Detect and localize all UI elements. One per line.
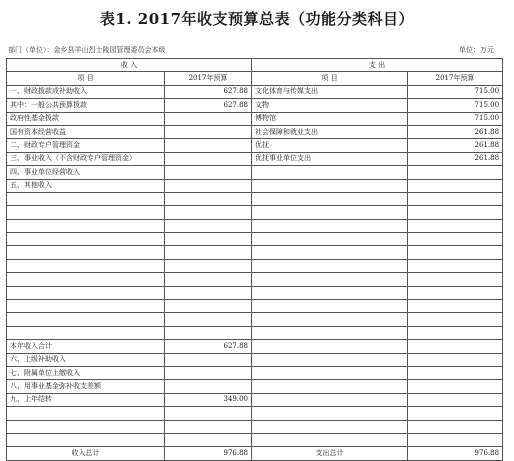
expense-item-cell [252, 420, 408, 433]
table-row [7, 179, 503, 192]
income-item-cell [7, 233, 165, 246]
income-value-cell [165, 112, 252, 125]
income-value-cell [165, 233, 252, 246]
expense-value-cell: 715.00 [408, 99, 503, 112]
table-row [7, 273, 503, 286]
income-item-cell: 五、其他收入 [7, 179, 165, 192]
income-value-cell [165, 300, 252, 313]
income-section-header: 收 入 [7, 59, 252, 72]
income-value-cell [165, 366, 252, 379]
table-row [7, 206, 503, 219]
budget-table [6, 58, 503, 461]
table-row [7, 447, 503, 460]
expense-item-cell [252, 192, 408, 205]
table-row [7, 286, 503, 299]
expense-section-header: 支 出 [252, 59, 503, 72]
expense-item-cell [252, 246, 408, 259]
expense-value-cell: 261.88 [408, 152, 503, 165]
expense-value-cell [408, 353, 503, 366]
expense-value-cell [408, 233, 503, 246]
page-title: 表1. 2017年收支预算总表（功能分类科目） [99, 10, 415, 28]
table-row [7, 420, 503, 433]
income-item-cell [7, 433, 165, 446]
expense-item-cell [252, 393, 408, 406]
table-row [7, 407, 503, 420]
expense-value-cell [408, 192, 503, 205]
income-item-cell: 八、用事业基金弥补收支差额 [7, 380, 165, 393]
income-budget-header: 2017年预算 [165, 72, 252, 85]
table-row [7, 139, 503, 152]
table-row [7, 433, 503, 446]
expense-value-cell [408, 166, 503, 179]
income-item-cell: 一、财政拨款或补助收入 [7, 85, 165, 98]
expense-item-cell [252, 273, 408, 286]
income-item-cell: 二、财政专户管理资金 [7, 139, 165, 152]
expense-item-cell: 支出总计 [252, 447, 408, 460]
income-item-cell: 政府性基金拨款 [7, 112, 165, 125]
expense-item-cell [252, 233, 408, 246]
income-item-cell: 本年收入合计 [7, 340, 165, 353]
expense-value-cell [408, 326, 503, 339]
income-value-cell [165, 353, 252, 366]
income-item-cell [7, 206, 165, 219]
expense-value-cell: 976.88 [408, 447, 503, 460]
income-value-cell [165, 166, 252, 179]
income-value-cell [165, 420, 252, 433]
expense-item-cell [252, 286, 408, 299]
income-item-cell [7, 273, 165, 286]
expense-item-cell [252, 179, 408, 192]
expense-value-cell [408, 393, 503, 406]
income-item-cell: 三、事业收入（不含财政专户管理资金） [7, 152, 165, 165]
expense-value-cell [408, 366, 503, 379]
income-value-cell [165, 152, 252, 165]
income-value-cell [165, 433, 252, 446]
income-item-cell [7, 420, 165, 433]
header-row-sections [7, 59, 503, 72]
expense-value-cell [408, 433, 503, 446]
expense-value-cell [408, 340, 503, 353]
table-row [7, 340, 503, 353]
department-label: 部门（单位）：金乡县羊山烈士陵园管理委员会本级 [8, 46, 166, 54]
expense-item-cell [252, 326, 408, 339]
income-value-cell [165, 286, 252, 299]
expense-item-header: 项 目 [252, 72, 408, 85]
expense-item-cell: 优抚事业单位支出 [252, 152, 408, 165]
income-value-cell [165, 125, 252, 138]
table-row [7, 246, 503, 259]
expense-value-cell [408, 206, 503, 219]
income-value-cell: 349.00 [165, 393, 252, 406]
table-row [7, 380, 503, 393]
expense-value-cell [408, 273, 503, 286]
header-row-columns [7, 72, 503, 85]
income-item-cell [7, 300, 165, 313]
income-value-cell [165, 192, 252, 205]
income-value-cell [165, 326, 252, 339]
expense-value-cell: 261.88 [408, 139, 503, 152]
expense-value-cell [408, 259, 503, 272]
expense-item-cell [252, 219, 408, 232]
table-row [7, 125, 503, 138]
expense-item-cell: 博物馆 [252, 112, 408, 125]
income-value-cell [165, 313, 252, 326]
income-value-cell: 627.88 [165, 99, 252, 112]
table-row [7, 112, 503, 125]
income-item-cell: 国有资本经营收益 [7, 125, 165, 138]
expense-item-cell [252, 353, 408, 366]
table-row [7, 85, 503, 98]
expense-item-cell [252, 366, 408, 379]
expense-item-cell [252, 259, 408, 272]
table-row [7, 233, 503, 246]
expense-item-cell: 社会保障和就业支出 [252, 125, 408, 138]
income-item-cell: 六、上级补助收入 [7, 353, 165, 366]
table-row [7, 313, 503, 326]
income-item-cell [7, 192, 165, 205]
expense-value-cell: 261.88 [408, 125, 503, 138]
expense-item-cell [252, 206, 408, 219]
income-value-cell: 976.88 [165, 447, 252, 460]
income-item-cell [7, 286, 165, 299]
expense-value-cell [408, 286, 503, 299]
income-value-cell [165, 273, 252, 286]
table-row [7, 99, 503, 112]
income-value-cell [165, 206, 252, 219]
income-item-cell [7, 313, 165, 326]
expense-item-cell [252, 300, 408, 313]
expense-value-cell: 715.00 [408, 85, 503, 98]
income-value-cell: 627.88 [165, 85, 252, 98]
expense-value-cell [408, 407, 503, 420]
income-item-cell [7, 219, 165, 232]
table-row [7, 353, 503, 366]
income-value-cell [165, 407, 252, 420]
income-value-cell [165, 246, 252, 259]
expense-value-cell [408, 179, 503, 192]
table-row [7, 366, 503, 379]
expense-value-cell [408, 300, 503, 313]
expense-item-cell: 文化体育与传媒支出 [252, 85, 408, 98]
expense-value-cell [408, 380, 503, 393]
unit-label: 单位：万元 [459, 46, 494, 54]
income-value-cell [165, 259, 252, 272]
table-row [7, 192, 503, 205]
expense-item-cell [252, 313, 408, 326]
income-item-cell: 七、附属单位上缴收入 [7, 366, 165, 379]
table-row [7, 393, 503, 406]
income-value-cell: 627.88 [165, 340, 252, 353]
table-row [7, 219, 503, 232]
expense-value-cell: 715.00 [408, 112, 503, 125]
expense-item-cell [252, 166, 408, 179]
expense-item-cell: 文物 [252, 99, 408, 112]
expense-item-cell [252, 340, 408, 353]
expense-item-cell [252, 407, 408, 420]
income-item-cell [7, 259, 165, 272]
expense-item-cell [252, 380, 408, 393]
expense-value-cell [408, 313, 503, 326]
expense-value-cell [408, 246, 503, 259]
income-value-cell [165, 380, 252, 393]
expense-value-cell [408, 219, 503, 232]
table-row [7, 300, 503, 313]
income-item-header: 项 目 [7, 72, 165, 85]
table-row [7, 326, 503, 339]
income-item-cell: 其中：一般公共预算拨款 [7, 99, 165, 112]
expense-item-cell: 优抚 [252, 139, 408, 152]
expense-value-cell [408, 420, 503, 433]
table-row [7, 166, 503, 179]
table-row [7, 259, 503, 272]
income-item-cell [7, 246, 165, 259]
income-item-cell: 九、上年结转 [7, 393, 165, 406]
expense-budget-header: 2017年预算 [408, 72, 503, 85]
income-item-cell: 四、事业单位经营收入 [7, 166, 165, 179]
income-value-cell [165, 219, 252, 232]
income-value-cell [165, 179, 252, 192]
expense-item-cell [252, 433, 408, 446]
income-item-cell [7, 407, 165, 420]
income-value-cell [165, 139, 252, 152]
income-item-cell: 收入总计 [7, 447, 165, 460]
table-row [7, 152, 503, 165]
income-item-cell [7, 326, 165, 339]
